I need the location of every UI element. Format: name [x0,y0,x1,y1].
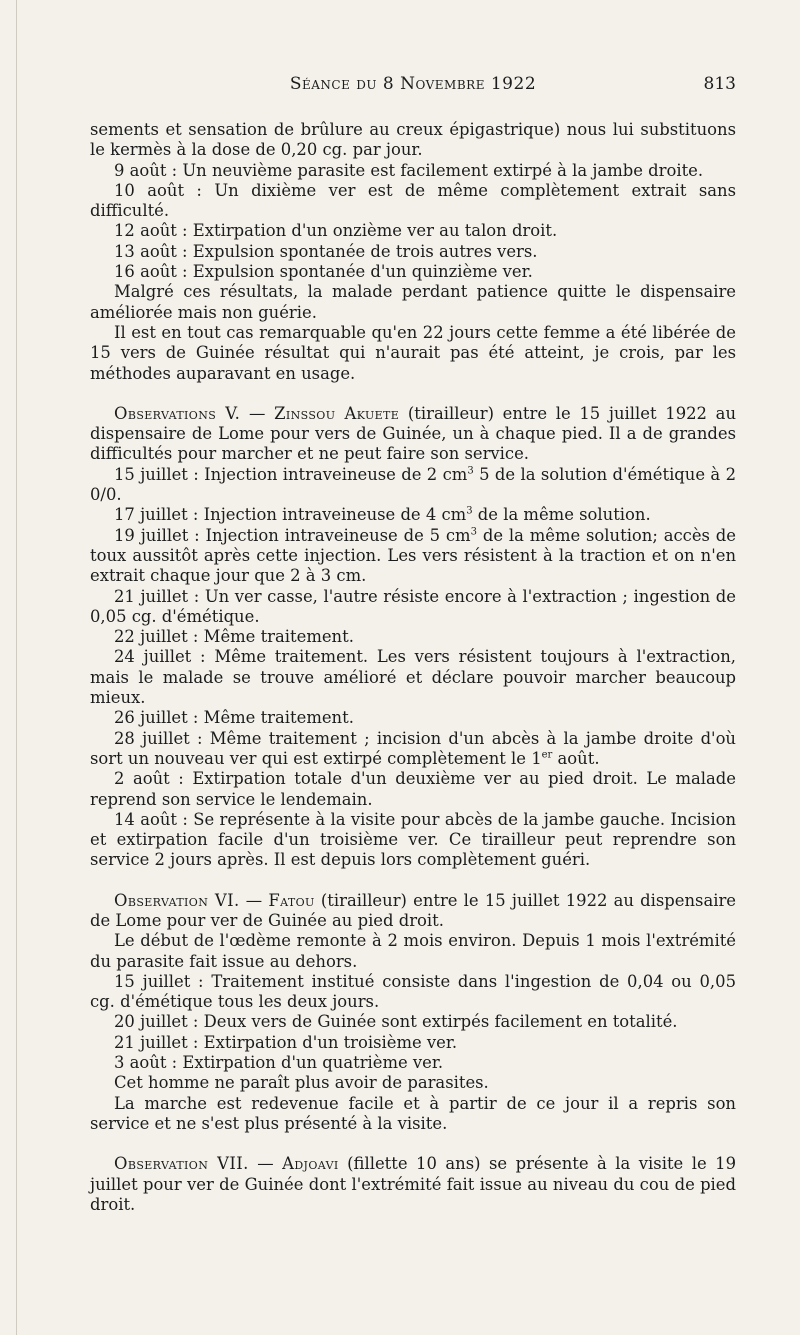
observation-6-intro [90,891,736,932]
paragraph: La marche est redevenue facile et à partir de ce jour il a repris son service et ne s'est plus présenté à la visite. [90,1093,736,1133]
paragraph: 2 août : Extirpation totale d'un deuxième ver au pied droit. Le malade reprend son service le lendemain. [90,769,736,809]
text: 19 juillet : Injection intraveineuse de 5 cm [114,525,471,545]
paragraph: 12 août : Extirpation d'un onzième ver au talon droit. [114,221,558,241]
text: de la même solution; accès de toux aussitôt après cette injection. Les vers résistent à la traction et on n'en extrait chaque jour que 2 à 3 cm. [90,525,736,586]
text: de la même solution. [472,505,651,525]
dash: — [248,1154,283,1174]
dash: — [239,890,269,910]
paragraph: Il est en tout cas remarquable qu'en 22 jours cette femme a été libérée de 15 vers de Guinée résultat qui n'aurait pas été atteint, je crois, par les méthodes auparavant en usage. [90,322,736,383]
paragraph: 13 août : Expulsion spontanée de trois autres vers. [114,241,538,261]
paragraph [90,729,736,770]
paragraph: 16 août : Expulsion spontanée d'un quinzième ver. [114,262,533,282]
paragraph: 9 août : Un neuvième parasite est facilement extirpé à la jambe droite. [114,160,704,180]
text: 17 juillet : Injection intraveineuse de 4 cm [114,505,467,525]
observation-heading: Observation VI. [114,890,240,910]
superscript: 3 [466,505,473,517]
dash: — [240,403,275,423]
running-head [90,74,736,98]
paragraph: 20 juillet : Deux vers de Guinée sont extirpés facilement en totalité. [114,1012,678,1032]
observation-5-intro [90,404,736,465]
superscript: er [541,749,553,761]
observation-text: (tirailleur) entre le 15 juillet 1922 au dispensaire de Lome pour vers de Guinée, un à chaque pied. Il a de grandes difficultés pour marcher et ne peut faire son service. [90,403,737,464]
paragraph: 14 août : Se représente à la visite pour abcès de la jambe gauche. Incision et extirpation facile d'un troisième ver. Ce tirailleur peut reprendre son service 2 jours après. Il est depuis lors complètement guéri. [90,809,736,870]
observation-7-intro [90,1154,736,1215]
text: août. [552,748,600,768]
paragraph: 21 juillet : Un ver casse, l'autre résiste encore à l'extraction ; ingestion de 0,05 cg. d'émétique. [90,586,736,626]
observation-heading: Observations V. [114,403,241,423]
observation-heading: Observation VII. [114,1154,249,1174]
body-text [90,120,736,1215]
paragraph: 15 juillet : Traitement institué consiste dans l'ingestion de 0,04 ou 0,05 cg. d'émétique tous les deux jours. [90,971,736,1012]
observation-text: (fillette 10 ans) se présente à la visite le 19 juillet pour ver de Guinée dont l'extrémité fait issue au niveau du cou de pied droit. [90,1154,736,1214]
paragraph: 10 août : Un dixième ver est de même complètement extrait sans difficulté. [90,180,736,221]
paragraph: 24 juillet : Même traitement. Les vers résistent toujours à l'extraction, mais le malade se trouve amélioré et déclare pouvoir marcher beaucoup mieux. [90,647,736,708]
paragraph [90,526,736,587]
paragraph: sements et sensation de brûlure au creux épigastrique) nous lui substituons le kermès à la dose de 0,20 cg. par jour. [90,120,736,160]
text: 28 juillet : Même traitement ; incision d'un abcès à la jambe droite d'où sort un nouveau ver qui est extirpé complètement le 1 [90,728,736,768]
page-number: 813 [703,74,736,94]
paragraph: 3 août : Extirpation d'un quatrième ver. [114,1053,444,1073]
text: 5 de la solution d'émétique à 2 0/0. [90,464,736,505]
observation-text: (tirailleur) entre le 15 juillet 1922 au dispensaire de Lome pour ver de Guinée au pied droit. [90,890,736,930]
patient-name: Adjoavi [282,1154,339,1174]
patient-name: Zinssou Akuete [274,403,400,423]
paragraph: 21 juillet : Extirpation d'un troisième ver. [114,1032,458,1052]
paragraph: 22 juillet : Même traitement. [114,627,354,647]
paragraph [90,465,736,506]
paragraph: Le début de l'œdème remonte à 2 mois environ. Depuis 1 mois l'extrémité du parasite fait issue au dehors. [90,931,736,971]
paragraph: 26 juillet : Même traitement. [114,708,354,728]
paragraph [90,505,736,525]
page-edge-line [16,0,17,1335]
superscript: 3 [467,465,474,477]
paragraph: Malgré ces résultats, la malade perdant patience quitte le dispensaire améliorée mais non guérie. [90,282,736,322]
text: 15 juillet : Injection intraveineuse de 2 cm [114,464,468,484]
paragraph: Cet homme ne paraît plus avoir de parasites. [114,1073,489,1093]
patient-name: Fatou [268,890,315,910]
superscript: 3 [470,526,477,538]
running-title: Séance du 8 Novembre 1922 [289,74,537,94]
